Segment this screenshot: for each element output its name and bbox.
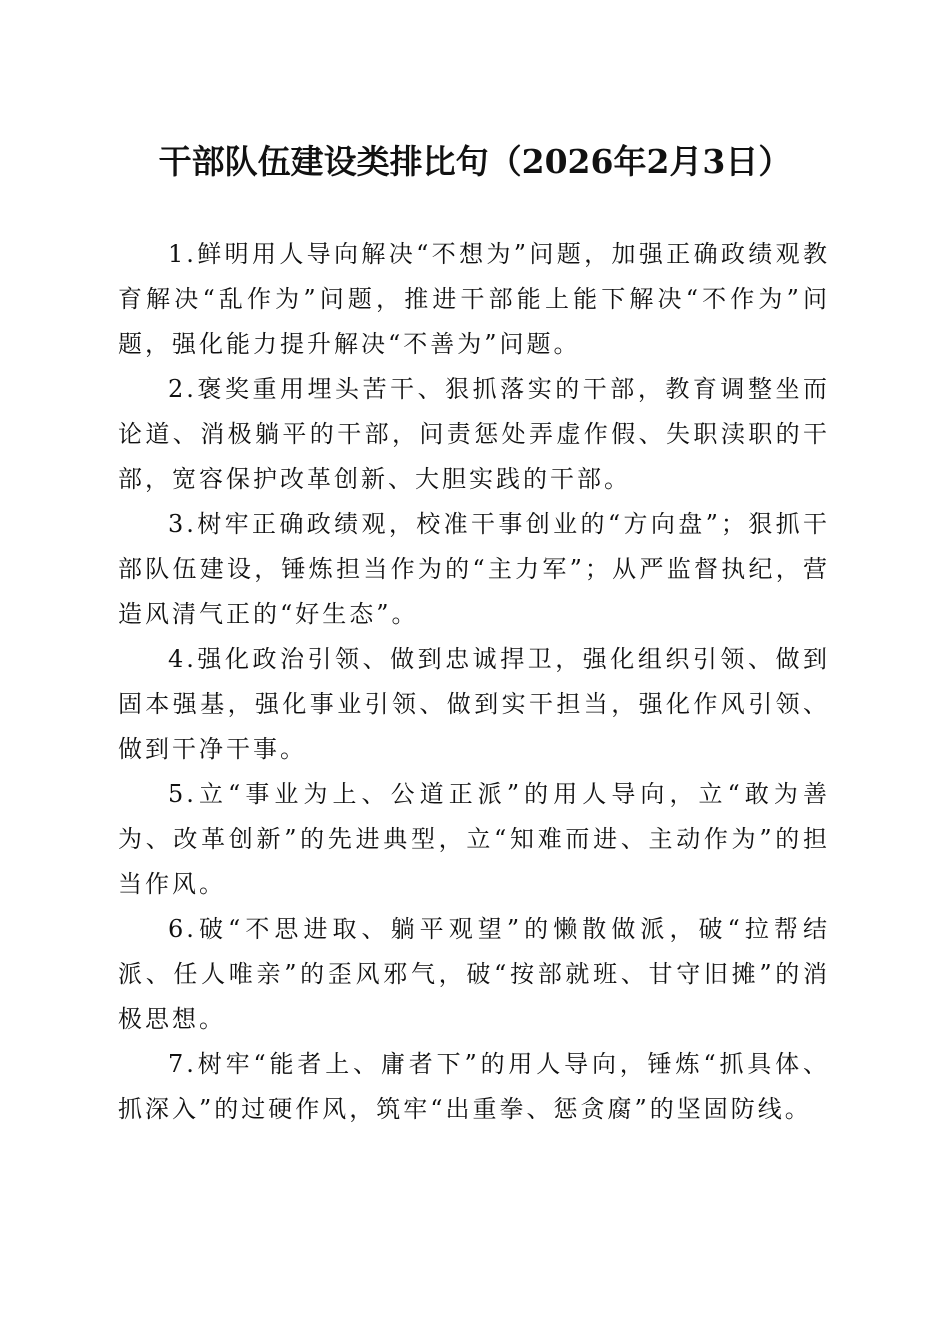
paragraph-4: 4.强化政治引领、做到忠诚捍卫，强化组织引领、做到固本强基，强化事业引领、做到实干担当，强化作风引领、做到干净干事。: [118, 645, 830, 763]
paragraph-3: 3.树牢正确政绩观，校准干事创业的“方向盘”；狠抓干部队伍建设，锤炼担当作为的“主力军”；从严监督执纪，营造风清气正的“好生态”。: [118, 510, 830, 628]
paragraph-7: 7.树牢“能者上、庸者下”的用人导向，锤炼“抓具体、抓深入”的过硬作风，筑牢“出重拳、惩贪腐”的坚固防线。: [118, 1050, 830, 1123]
paragraph-2: 2.褒奖重用埋头苦干、狠抓落实的干部，教育调整坐而论道、消极躺平的干部，问责惩处弄虚作假、失职渎职的干部，宽容保护改革创新、大胆实践的干部。: [118, 375, 830, 493]
paragraph-1: 1.鲜明用人导向解决“不想为”问题，加强正确政绩观教育解决“乱作为”问题，推进干部能上能下解决“不作为”问题，强化能力提升解决“不善为”问题。: [118, 240, 830, 358]
paragraph-5: 5.立“事业为上、公道正派”的用人导向，立“敢为善为、改革创新”的先进典型，立“知难而进、主动作为”的担当作风。: [118, 780, 830, 898]
paragraph-6: 6.破“不思进取、躺平观望”的懒散做派，破“拉帮结派、任人唯亲”的歪风邪气，破“按部就班、甘守旧摊”的消极思想。: [118, 915, 830, 1033]
document-title: 干部队伍建设类排比句（2026年2月3日）: [158, 142, 792, 181]
document-body: [118, 232, 830, 1132]
